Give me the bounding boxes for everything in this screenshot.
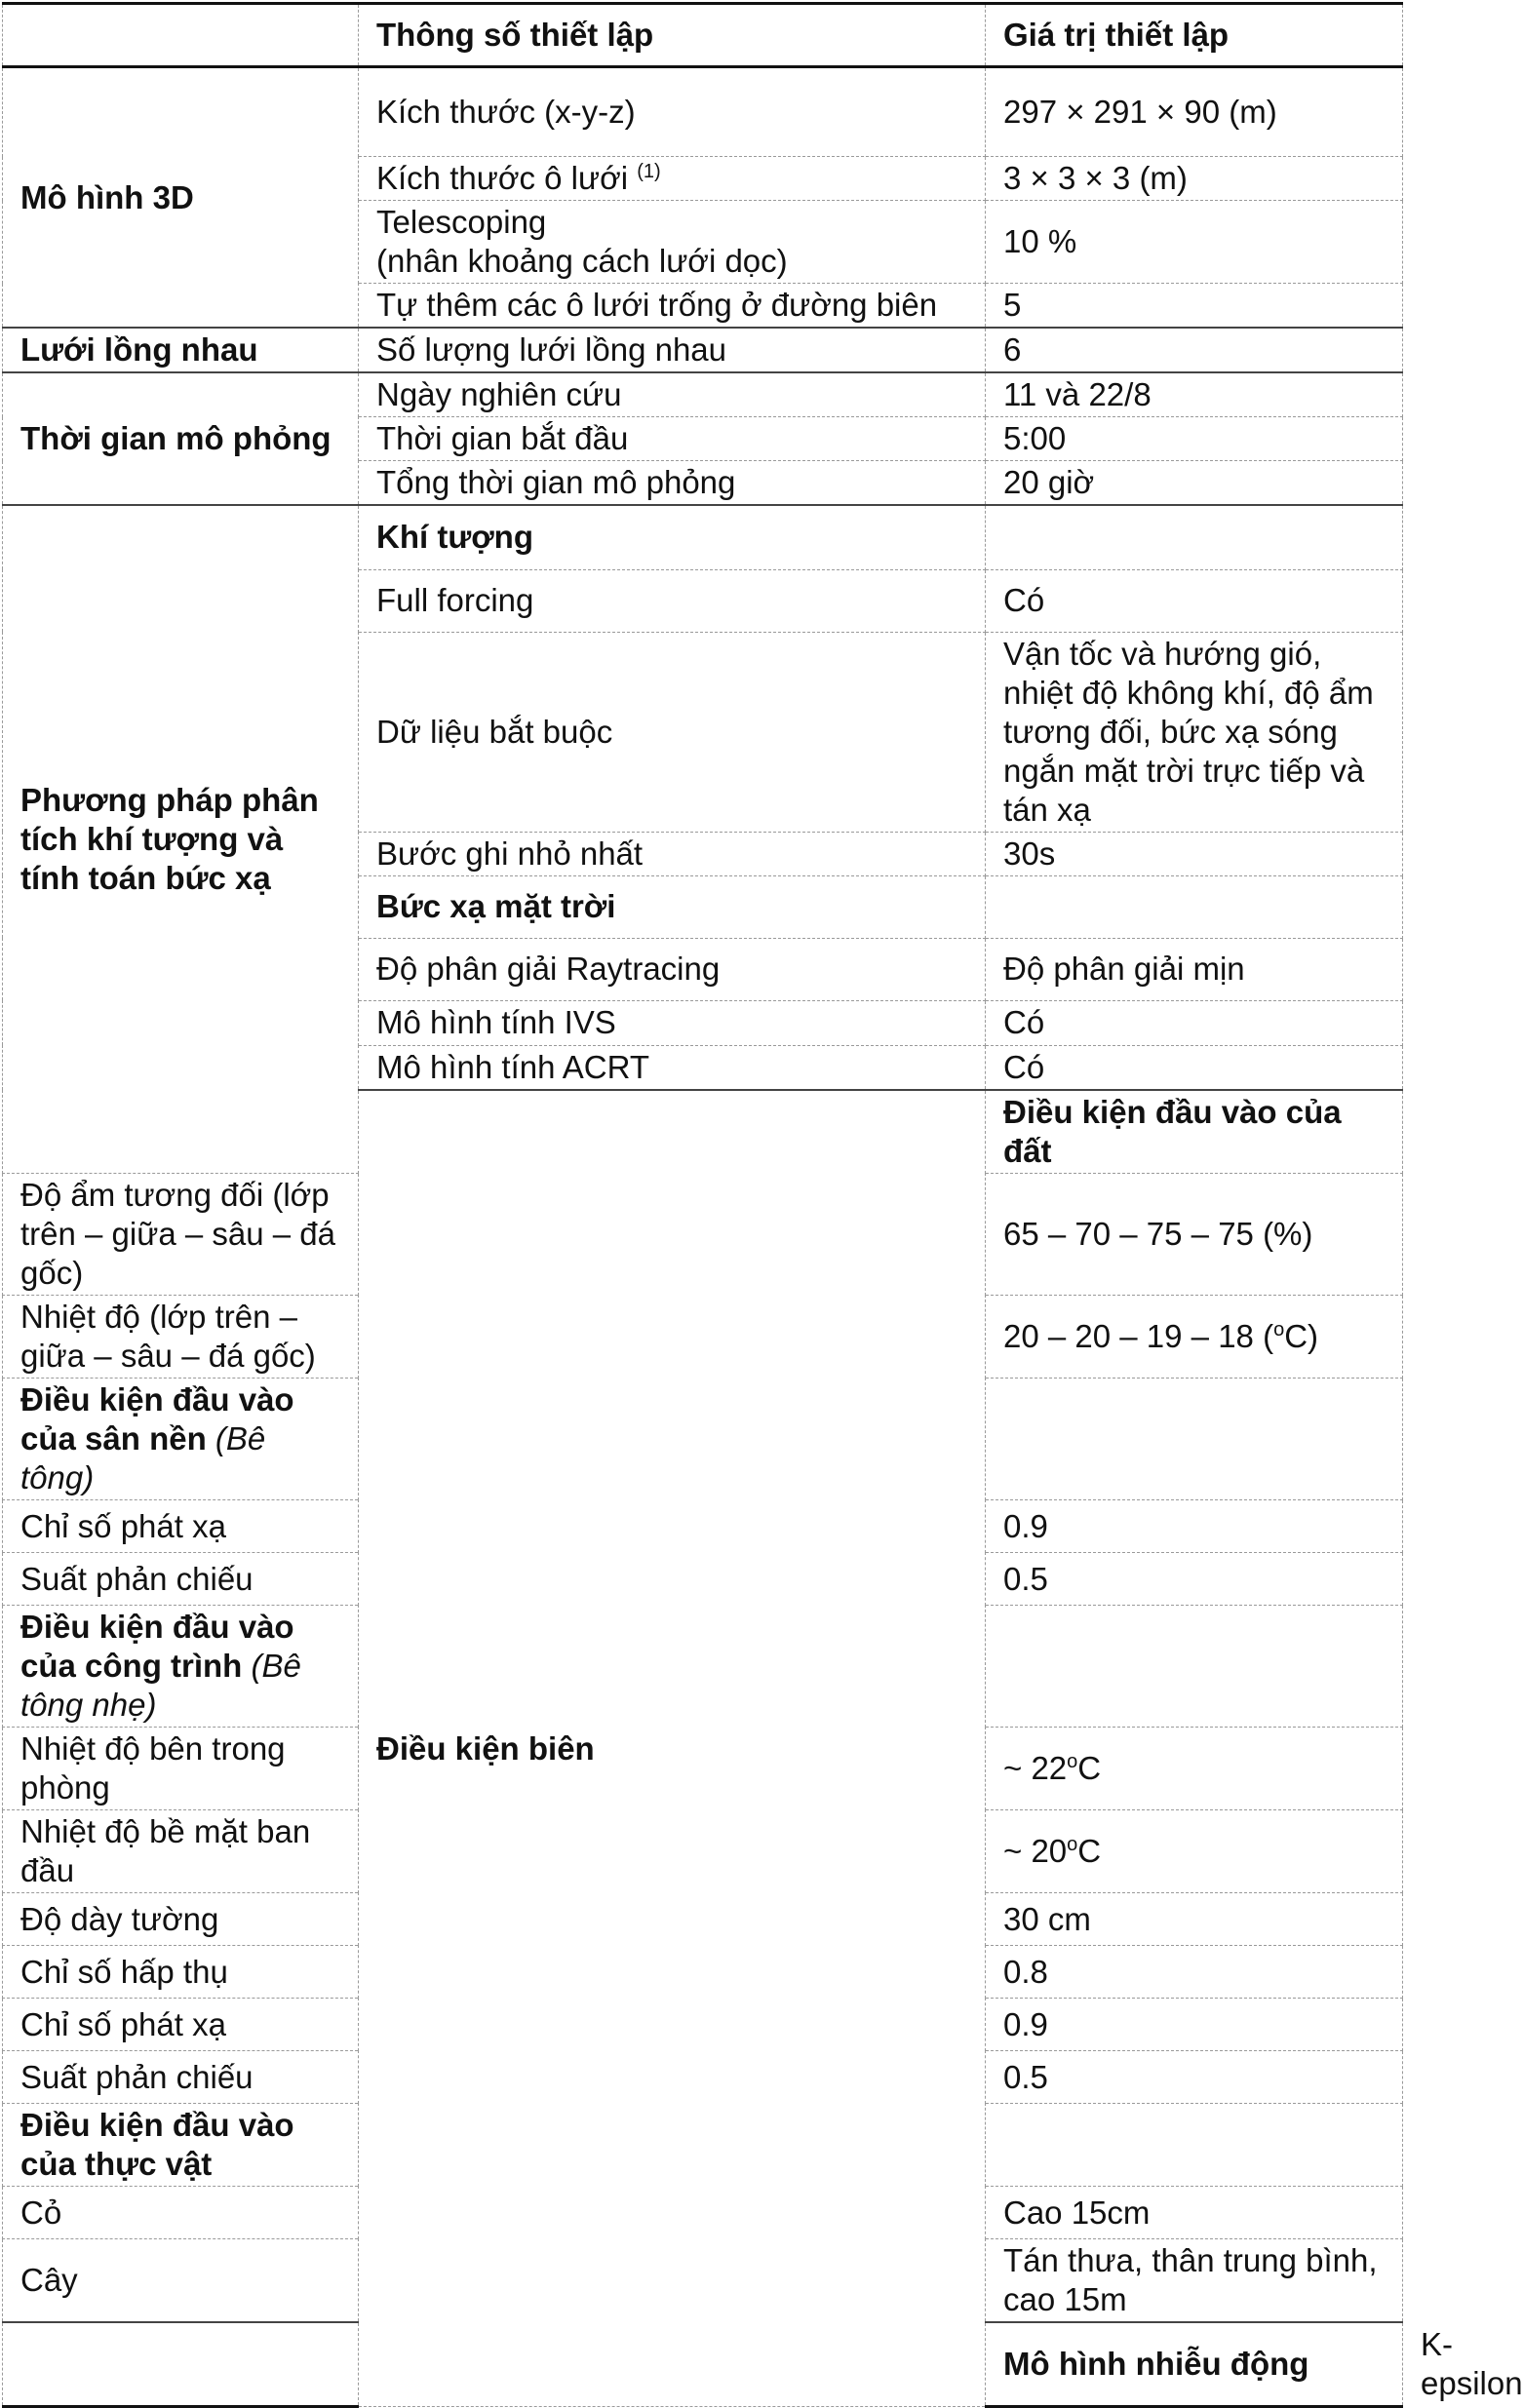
category-nested-grid: Lưới lồng nhau <box>3 328 359 372</box>
value-text: ~ 20 <box>1003 1833 1068 1869</box>
param-cell: Suất phản chiếu <box>3 1553 359 1606</box>
param-cell: Nhiệt độ bên trong phòng <box>3 1728 359 1810</box>
value-cell: 0.9 <box>986 1999 1403 2051</box>
param-cell: Thời gian bắt đầu <box>359 417 986 461</box>
subheading-solar-radiation: Bức xạ mặt trời <box>359 875 986 938</box>
value-cell-empty <box>986 2104 1403 2187</box>
category-model-3d: Mô hình 3D <box>3 67 359 329</box>
category-meteorology: Phương pháp phân tích khí tượng và tính toán bức xạ <box>3 505 359 1174</box>
table-row <box>3 328 1403 372</box>
value-cell: 30s <box>986 832 1403 875</box>
param-cell: Độ ẩm tương đối (lớp trên – giữa – sâu – đá gốc) <box>3 1174 359 1296</box>
param-line: Telescoping <box>376 204 547 240</box>
subheading-vegetation: Điều kiện đầu vào của thực vật <box>3 2104 359 2187</box>
param-cell: Suất phản chiếu <box>3 2051 359 2104</box>
table-row <box>3 372 1403 417</box>
value-text: ~ 22 <box>1003 1750 1068 1786</box>
param-line: (nhân khoảng cách lưới dọc) <box>376 243 788 279</box>
degree-sup: o <box>1067 1751 1078 1772</box>
param-text: Kích thước ô lưới <box>376 160 629 196</box>
category-boundary-conditions: Điều kiện biên <box>359 1090 986 2407</box>
param-cell: Bước ghi nhỏ nhất <box>359 832 986 875</box>
value-cell: 0.5 <box>986 1553 1403 1606</box>
category-turbulence <box>3 2322 359 2407</box>
header-value: Giá trị thiết lập <box>986 4 1403 67</box>
param-cell: Độ phân giải Raytracing <box>359 938 986 1000</box>
value-unit: C) <box>1284 1318 1319 1354</box>
value-text: 20 – 20 – 19 – 18 ( <box>1003 1318 1274 1354</box>
value-cell-empty <box>986 1606 1403 1728</box>
table-row <box>3 505 1403 569</box>
value-cell: Có <box>986 569 1403 632</box>
param-cell: Tự thêm các ô lưới trống ở đường biên <box>359 284 986 329</box>
value-cell: 65 – 70 – 75 – 75 (%) <box>986 1174 1403 1296</box>
value-cell: 0.8 <box>986 1946 1403 1999</box>
value-cell: 20 giờ <box>986 461 1403 506</box>
value-cell: 5:00 <box>986 417 1403 461</box>
table-header-row <box>3 4 1403 67</box>
value-unit: C <box>1077 1750 1102 1786</box>
header-parameter: Thông số thiết lập <box>359 4 986 67</box>
param-cell <box>359 157 986 201</box>
value-cell: 5 <box>986 284 1403 329</box>
value-cell: 297 × 291 × 90 (m) <box>986 67 1403 157</box>
subheading-text: Điều kiện đầu vào của sân nền <box>20 1381 294 1456</box>
param-cell: Cây <box>3 2239 359 2323</box>
subheading-building <box>3 1606 359 1728</box>
subheading-text: Điều kiện đầu vào của công trình <box>20 1609 294 1684</box>
table-row <box>3 67 1403 157</box>
param-cell: Độ dày tường <box>3 1893 359 1946</box>
value-cell-empty <box>986 1379 1403 1500</box>
param-cell: Chỉ số hấp thụ <box>3 1946 359 1999</box>
value-cell: Tán thưa, thân trung bình, cao 15m <box>986 2239 1403 2323</box>
value-cell <box>986 1810 1403 1893</box>
value-cell: Cao 15cm <box>986 2187 1403 2239</box>
param-cell: Dữ liệu bắt buộc <box>359 632 986 832</box>
param-cell: Kích thước (x-y-z) <box>359 67 986 157</box>
value-cell: 10 % <box>986 201 1403 284</box>
value-cell: 30 cm <box>986 1893 1403 1946</box>
value-cell: 6 <box>986 328 1403 372</box>
param-cell: Nhiệt độ bề mặt ban đầu <box>3 1810 359 1893</box>
table-row: Mô hình nhiễu động K-epsilon <box>3 2322 1403 2407</box>
param-cell: Mô hình tính ACRT <box>359 1045 986 1090</box>
value-unit: C <box>1077 1833 1102 1869</box>
param-cell: Tổng thời gian mô phỏng <box>359 461 986 506</box>
footnote-marker: (1) <box>637 161 661 182</box>
param-cell: Mô hình nhiễu động <box>986 2322 1403 2407</box>
value-cell-empty <box>986 505 1403 569</box>
param-cell: Mô hình tính IVS <box>359 1000 986 1045</box>
subheading-ground <box>3 1379 359 1500</box>
value-cell <box>986 1728 1403 1810</box>
param-cell: Nhiệt độ (lớp trên – giữa – sâu – đá gốc) <box>3 1296 359 1379</box>
value-cell: 11 và 22/8 <box>986 372 1403 417</box>
value-cell: Vận tốc và hướng gió, nhiệt độ không khí, độ ẩm tương đối, bức xạ sóng ngắn mặt trời trực tiếp và tán xạ <box>986 632 1403 832</box>
header-category <box>3 4 359 67</box>
degree-sup: o <box>1273 1319 1285 1340</box>
subheading-meteorology: Khí tượng <box>359 505 986 569</box>
param-cell: Full forcing <box>359 569 986 632</box>
category-simulation-time: Thời gian mô phỏng <box>3 372 359 505</box>
value-cell: 0.5 <box>986 2051 1403 2104</box>
param-cell <box>359 201 986 284</box>
degree-sup: o <box>1067 1834 1078 1855</box>
settings-table <box>2 2 1523 2408</box>
param-cell: Cỏ <box>3 2187 359 2239</box>
value-cell-empty <box>986 875 1403 938</box>
param-cell: Ngày nghiên cứu <box>359 372 986 417</box>
value-cell: Độ phân giải mịn <box>986 938 1403 1000</box>
param-cell: Số lượng lưới lồng nhau <box>359 328 986 372</box>
subheading-soil: Điều kiện đầu vào của đất <box>986 1090 1403 1174</box>
value-cell: 3 × 3 × 3 (m) <box>986 157 1403 201</box>
subheading-note: (Bê tông) <box>20 1420 266 1495</box>
param-cell: Chỉ số phát xạ <box>3 1500 359 1553</box>
value-cell <box>986 1296 1403 1379</box>
param-cell: Chỉ số phát xạ <box>3 1999 359 2051</box>
value-cell: Có <box>986 1045 1403 1090</box>
subheading-note: (Bê tông nhẹ) <box>20 1648 301 1723</box>
value-cell: Có <box>986 1000 1403 1045</box>
value-cell: 0.9 <box>986 1500 1403 1553</box>
